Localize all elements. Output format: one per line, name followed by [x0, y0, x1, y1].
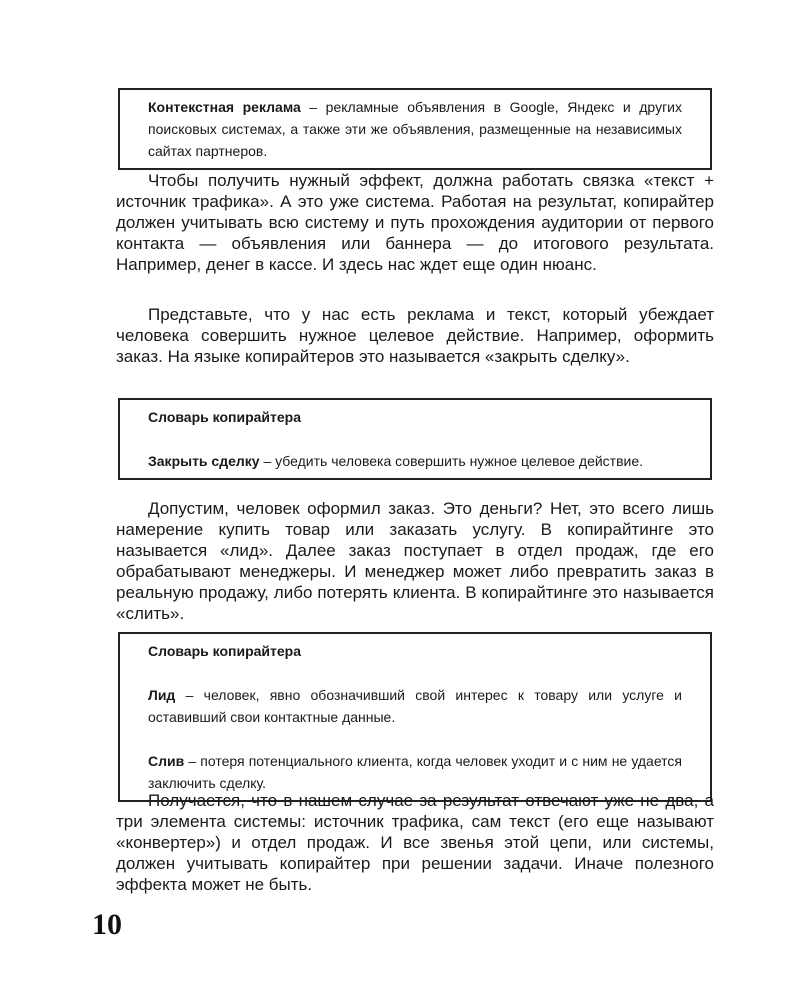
- definition-term: Контекстная реклама: [148, 99, 301, 115]
- definition-entry: [148, 450, 682, 472]
- body-paragraph-text: Представьте, что у нас есть реклама и текст, который убеждает человека совершить нужное целевое действие. Например, оформить заказ. На языке копирайтеров это называется «закрыть сделку».: [116, 305, 714, 366]
- dictionary-box-lead-churn: [118, 632, 712, 802]
- dictionary-heading: Словарь копирайтера: [148, 643, 301, 659]
- definition-term: Лид: [148, 687, 176, 703]
- definition-text: – рекламные объявления в Google, Яндекс и других поисковых системах, а также эти же объявления, размещенные на независимых сайтах партнеров.: [148, 99, 682, 159]
- definition-box-context-ads: [118, 88, 712, 170]
- body-paragraph-text: Чтобы получить нужный эффект, должна работать связка «текст + источник трафика». А это уже система. Работая на результат, копирайтер должен учитывать всю систему и путь прохождения аудитории от первого контакта — объявления или баннера — до итогового результата. Например, денег в кассе. И здесь нас ждет еще один нюанс.: [116, 171, 714, 274]
- definition-term: Слив: [148, 753, 185, 769]
- definition-entry: [148, 96, 682, 162]
- dictionary-box-close-deal: [118, 398, 712, 480]
- definition-term: Закрыть сделку: [148, 453, 260, 469]
- body-paragraph-text: Получается, что в нашем случае за результат отвечают уже не два, а три элемента системы: источник трафика, сам текст (его еще называют «конвертер») и отдел продаж. И все звенья этой цепи, или системы, должен учитывать копирайтер при решении задачи. Иначе полезного эффекта может не быть.: [116, 791, 714, 894]
- body-paragraph-3: [116, 498, 714, 624]
- definition-text: – потеря потенциального клиента, когда человек уходит и с ним не удается заключить сделку.: [148, 753, 682, 791]
- definition-entry: [148, 750, 682, 794]
- dictionary-heading: Словарь копирайтера: [148, 409, 301, 425]
- body-paragraph-text: Допустим, человек оформил заказ. Это деньги? Нет, это всего лишь намерение купить товар или заказать услугу. В копирайтинге это называется «лид». Далее заказ поступает в отдел продаж, где его обрабатывают менеджеры. И менеджер может либо превратить заказ в реальную продажу, либо потерять клиента. В копирайтинге это называется «слить».: [116, 499, 714, 623]
- body-paragraph-1: [116, 170, 714, 275]
- definition-text: – человек, явно обозначивший свой интерес к товару или услуге и оставивший свои контактные данные.: [148, 687, 682, 725]
- body-paragraph-2: [116, 304, 714, 367]
- body-paragraph-4: [116, 790, 714, 895]
- definition-text: – убедить человека совершить нужное целевое действие.: [259, 453, 644, 469]
- definition-entry: [148, 684, 682, 728]
- page-number: 10: [92, 908, 122, 941]
